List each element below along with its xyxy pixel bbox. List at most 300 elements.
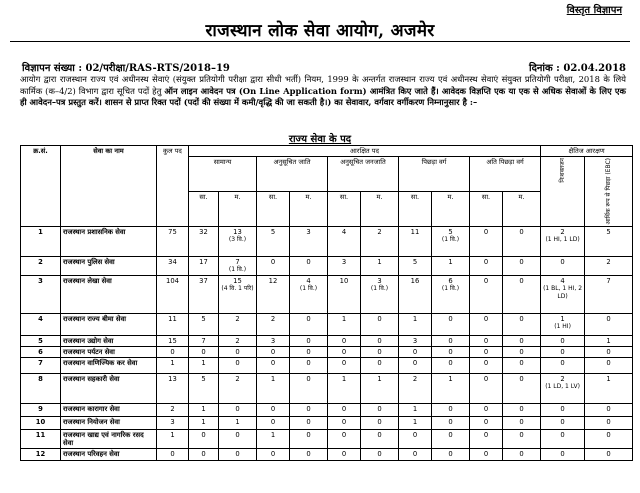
- cell-value: 0: [560, 347, 565, 356]
- cell-st-s: [328, 429, 361, 448]
- cell-value: 12: [35, 449, 46, 458]
- cell-note: (1 BL, 1 HI, 2 LD): [543, 284, 583, 300]
- cell-value: 0: [519, 449, 524, 458]
- cell-value: 2: [270, 314, 276, 323]
- cell-sno: [21, 403, 61, 416]
- table-row: [21, 448, 633, 460]
- cell-value: 2: [560, 374, 565, 383]
- detailed-advertisement-tag: विस्तृत विज्ञापन: [566, 5, 622, 16]
- intro-paragraph: [20, 74, 626, 109]
- cell-ews: [585, 429, 633, 448]
- cell-value: 0: [483, 314, 489, 323]
- cell-value: 0: [483, 336, 489, 345]
- cell-value: 0: [483, 430, 489, 439]
- cell-value: 2: [170, 404, 175, 413]
- cell-value: 0: [606, 314, 611, 323]
- cell-mbc-s: [470, 373, 503, 403]
- cell-value: 104: [166, 276, 179, 285]
- sub-header-ma: म.: [432, 191, 470, 226]
- col-header-service: सेवा का नाम: [61, 146, 157, 227]
- cell-dis: [541, 403, 585, 416]
- cell-value: 1: [270, 374, 276, 383]
- cell-value: 5: [201, 374, 206, 383]
- cell-service: [61, 226, 157, 256]
- cell-value: 3: [412, 336, 418, 345]
- cell-value: 4: [341, 227, 347, 236]
- cell-value: 0: [270, 404, 276, 413]
- cell-value: 6: [38, 347, 43, 356]
- cell-mbc-s: [470, 429, 503, 448]
- cell-service: [61, 373, 157, 403]
- cell-sno: [21, 373, 61, 403]
- cell-sc-m: [290, 313, 328, 335]
- cell-sc-s: [257, 226, 290, 256]
- cell-value: 0: [412, 358, 418, 367]
- cell-value: 0: [306, 417, 311, 426]
- cell-dis: [541, 416, 585, 429]
- cell-value: 0: [519, 257, 524, 266]
- cell-value: 0: [448, 430, 453, 439]
- cell-value: 0: [341, 430, 347, 439]
- cell-sno: [21, 226, 61, 256]
- cell-value: 0: [235, 449, 240, 458]
- cell-st-s: [328, 256, 361, 275]
- cell-value: 7: [235, 257, 240, 266]
- cell-value: 0: [270, 257, 276, 266]
- cell-value: 0: [519, 347, 524, 356]
- cell-total: [157, 256, 189, 275]
- cell-sc-s: [257, 275, 290, 313]
- page-title: राजस्थान लोक सेवा आयोग, अजमेर: [205, 21, 435, 41]
- advertisement-date: दिनांक : 02.04.2018: [528, 63, 626, 74]
- cell-value: 4: [560, 276, 565, 285]
- title-divider: [10, 41, 630, 42]
- cell-value: 0: [170, 347, 175, 356]
- cell-value: राजस्थान कारागार सेवा: [63, 404, 120, 413]
- table-body: [21, 226, 633, 460]
- cell-value: 34: [168, 257, 177, 266]
- cell-value: राजस्थान वाणिज्यिक कर सेवा: [63, 358, 138, 367]
- cell-value: 5: [38, 336, 43, 345]
- cell-value: 0: [341, 417, 347, 426]
- sub-header-sa: सा.: [470, 191, 503, 226]
- cell-value: 0: [201, 347, 206, 356]
- cell-st-m: [361, 357, 399, 373]
- cell-value: 0: [560, 257, 565, 266]
- cell-mbc-m: [503, 226, 541, 256]
- cell-value: 0: [170, 449, 175, 458]
- cell-mbc-m: [503, 335, 541, 346]
- cell-value: 0: [306, 336, 311, 345]
- cell-dis: [541, 335, 585, 346]
- cell-st-s: [328, 373, 361, 403]
- cell-mbc-m: [503, 256, 541, 275]
- cell-total: [157, 346, 189, 357]
- cell-mbc-s: [470, 357, 503, 373]
- cell-obc-m: [432, 403, 470, 416]
- cell-ews: [585, 313, 633, 335]
- cell-value: 0: [235, 404, 240, 413]
- sub-header-ma: म.: [361, 191, 399, 226]
- cell-total: [157, 275, 189, 313]
- cell-sc-m: [290, 403, 328, 416]
- cell-value: 3: [170, 417, 175, 426]
- cell-sno: [21, 256, 61, 275]
- cell-gen-m: [219, 357, 257, 373]
- cell-mbc-m: [503, 416, 541, 429]
- cell-note: (1 HI): [554, 322, 571, 330]
- cell-value: 0: [519, 314, 524, 323]
- cell-gen-m: [219, 275, 257, 313]
- cell-value: 0: [560, 358, 565, 367]
- cell-total: [157, 357, 189, 373]
- col-header-sno: क्र.सं.: [21, 146, 61, 227]
- cell-value: 0: [519, 430, 524, 439]
- cell-service: [61, 357, 157, 373]
- cell-st-m: [361, 275, 399, 313]
- cell-sc-s: [257, 429, 290, 448]
- col-header-sc: अनुसूचित जाति: [257, 157, 328, 192]
- cell-value: 1: [270, 430, 276, 439]
- cell-obc-m: [432, 275, 470, 313]
- cell-value: 0: [448, 336, 453, 345]
- cell-gen-m: [219, 448, 257, 460]
- cell-value: 0: [448, 358, 453, 367]
- cell-value: 7: [38, 358, 43, 367]
- cell-value: 1: [341, 374, 347, 383]
- cell-value: 1: [377, 374, 382, 383]
- cell-st-m: [361, 373, 399, 403]
- cell-ews: [585, 275, 633, 313]
- cell-obc-m: [432, 226, 470, 256]
- cell-dis: [541, 357, 585, 373]
- sub-header-ma: म.: [290, 191, 328, 226]
- cell-sc-m: [290, 357, 328, 373]
- cell-st-s: [328, 226, 361, 256]
- cell-value: 9: [38, 404, 43, 413]
- cell-gen-s: [189, 346, 219, 357]
- cell-note: (1 वि.): [441, 235, 460, 243]
- cell-st-s: [328, 357, 361, 373]
- intro-text-1: आयोग द्वारा राजस्थान राज्य एवं अधीनस्थ सेवाएं (संयुक्त प्रतियोगी परीक्षा द्वारा सीधी भर्ती) नियम, 1999 के अन्तर्गत राजस्थान राज्य एवं अधीनस्थ सेवाएं संयुक्त प्रतियोगी परीक्षा, 2018 के लिये कार्मिक (क–4/2) विभाग द्वारा सूचित पदों हेतु: [20, 74, 626, 96]
- cell-st-m: [361, 403, 399, 416]
- cell-value: 2: [235, 336, 240, 345]
- cell-value: 0: [519, 417, 524, 426]
- cell-value: 37: [199, 276, 208, 285]
- cell-gen-s: [189, 448, 219, 460]
- table-row: [21, 429, 633, 448]
- cell-ews: [585, 226, 633, 256]
- cell-mbc-m: [503, 313, 541, 335]
- cell-value: 1: [412, 404, 418, 413]
- cell-value: 0: [483, 449, 489, 458]
- cell-gen-m: [219, 416, 257, 429]
- cell-sno: [21, 346, 61, 357]
- cell-value: 0: [201, 449, 206, 458]
- cell-value: राजस्थान प्रशासनिक सेवा: [63, 227, 126, 236]
- cell-gen-m: [219, 256, 257, 275]
- cell-value: 0: [519, 404, 524, 413]
- cell-obc-m: [432, 416, 470, 429]
- cell-value: 3: [341, 257, 347, 266]
- cell-sno: [21, 416, 61, 429]
- cell-sc-m: [290, 429, 328, 448]
- cell-value: राजस्थान पुलिस सेवा: [63, 257, 115, 266]
- cell-value: 5: [606, 227, 611, 236]
- cell-value: 1: [170, 358, 175, 367]
- cell-value: 0: [560, 449, 565, 458]
- cell-st-m: [361, 416, 399, 429]
- cell-value: 1: [38, 227, 43, 236]
- cell-mbc-s: [470, 416, 503, 429]
- cell-value: 0: [235, 358, 240, 367]
- cell-value: 7: [606, 276, 611, 285]
- cell-value: 0: [483, 257, 489, 266]
- table-row: [21, 403, 633, 416]
- cell-obc-s: [399, 256, 432, 275]
- cell-note: (3 वि.): [228, 235, 247, 243]
- cell-obc-s: [399, 313, 432, 335]
- cell-value: 8: [38, 374, 43, 383]
- cell-value: 3: [377, 276, 382, 285]
- cell-value: राजस्थान खाद्य एवं नागरिक रसद सेवा: [63, 430, 144, 447]
- section-subtitle: राज्य सेवा के पद: [288, 134, 352, 145]
- cell-value: 32: [199, 227, 208, 236]
- cell-value: 0: [341, 404, 347, 413]
- cell-value: 2: [560, 227, 565, 236]
- cell-sc-s: [257, 313, 290, 335]
- cell-ews: [585, 256, 633, 275]
- cell-total: [157, 313, 189, 335]
- cell-dis: [541, 373, 585, 403]
- cell-value: 0: [483, 404, 489, 413]
- cell-value: 0: [606, 358, 611, 367]
- cell-value: 1: [235, 417, 240, 426]
- cell-service: [61, 313, 157, 335]
- cell-value: 0: [519, 276, 524, 285]
- cell-sc-s: [257, 403, 290, 416]
- cell-mbc-s: [470, 313, 503, 335]
- cell-st-s: [328, 416, 361, 429]
- cell-value: 15: [168, 336, 177, 345]
- cell-value: 1: [341, 314, 347, 323]
- sub-header-sa: सा.: [257, 191, 290, 226]
- cell-value: 0: [560, 417, 565, 426]
- cell-sc-m: [290, 256, 328, 275]
- cell-value: राजस्थान पर्यटन सेवा: [63, 347, 115, 356]
- cell-mbc-m: [503, 357, 541, 373]
- cell-mbc-s: [470, 226, 503, 256]
- cell-value: 1: [606, 336, 611, 345]
- cell-value: 5: [412, 257, 418, 266]
- cell-sno: [21, 357, 61, 373]
- cell-obc-m: [432, 429, 470, 448]
- cell-gen-m: [219, 429, 257, 448]
- cell-st-s: [328, 346, 361, 357]
- table-row: [21, 346, 633, 357]
- cell-value: 10: [35, 417, 46, 426]
- cell-value: 0: [448, 404, 453, 413]
- cell-sc-s: [257, 416, 290, 429]
- cell-value: 0: [483, 276, 489, 285]
- table-row: [21, 313, 633, 335]
- cell-service: [61, 346, 157, 357]
- table-row: [21, 357, 633, 373]
- cell-ews: [585, 346, 633, 357]
- cell-mbc-m: [503, 373, 541, 403]
- cell-value: 3: [38, 276, 43, 285]
- cell-obc-s: [399, 275, 432, 313]
- cell-value: 4: [38, 314, 43, 323]
- cell-st-m: [361, 313, 399, 335]
- cell-obc-m: [432, 335, 470, 346]
- cell-value: 0: [377, 314, 382, 323]
- cell-sc-m: [290, 346, 328, 357]
- cell-value: 3: [306, 227, 311, 236]
- cell-service: [61, 403, 157, 416]
- cell-value: 0: [270, 417, 276, 426]
- cell-st-m: [361, 429, 399, 448]
- cell-value: 5: [201, 314, 206, 323]
- cell-service: [61, 335, 157, 346]
- cell-sc-m: [290, 416, 328, 429]
- cell-sno: [21, 275, 61, 313]
- cell-sc-m: [290, 275, 328, 313]
- cell-gen-m: [219, 403, 257, 416]
- cell-value: 0: [606, 347, 611, 356]
- cell-ews: [585, 416, 633, 429]
- cell-note: (1 वि.): [299, 284, 318, 292]
- cell-value: 0: [560, 430, 565, 439]
- cell-sc-s: [257, 357, 290, 373]
- cell-value: 0: [306, 449, 311, 458]
- cell-value: 0: [306, 347, 311, 356]
- cell-obc-s: [399, 335, 432, 346]
- cell-mbc-m: [503, 275, 541, 313]
- cell-value: 1: [412, 417, 418, 426]
- col-header-reserved: आरक्षित पद: [189, 146, 541, 157]
- cell-gen-s: [189, 275, 219, 313]
- cell-st-s: [328, 275, 361, 313]
- cell-obc-s: [399, 429, 432, 448]
- cell-sc-m: [290, 373, 328, 403]
- cell-value: राजस्थान लेखा सेवा: [63, 276, 112, 285]
- cell-ews: [585, 403, 633, 416]
- cell-value: 2: [412, 374, 418, 383]
- cell-service: [61, 416, 157, 429]
- cell-st-m: [361, 226, 399, 256]
- table-row: [21, 416, 633, 429]
- cell-value: 0: [483, 374, 489, 383]
- cell-value: 1: [201, 404, 206, 413]
- cell-mbc-m: [503, 403, 541, 416]
- cell-dis: [541, 275, 585, 313]
- cell-note: (4 वि. 1 परि): [221, 284, 254, 292]
- sub-header-ma: म.: [503, 191, 541, 226]
- cell-dis: [541, 256, 585, 275]
- cell-value: 0: [201, 430, 206, 439]
- cell-dis: [541, 313, 585, 335]
- cell-dis: [541, 429, 585, 448]
- col-header-st: अनुसूचित जनजाति: [328, 157, 399, 192]
- cell-service: [61, 429, 157, 448]
- cell-value: 0: [519, 374, 524, 383]
- cell-value: 0: [341, 358, 347, 367]
- cell-value: 5: [270, 227, 276, 236]
- cell-value: 75: [168, 227, 177, 236]
- cell-value: 1: [606, 374, 611, 383]
- cell-value: 3: [270, 336, 276, 345]
- col-header-disabled: निःशक्तजन: [558, 158, 566, 183]
- cell-value: 2: [377, 227, 382, 236]
- cell-value: 0: [270, 358, 276, 367]
- cell-st-s: [328, 335, 361, 346]
- cell-gen-s: [189, 357, 219, 373]
- cell-sc-m: [290, 448, 328, 460]
- cell-gen-s: [189, 429, 219, 448]
- cell-mbc-m: [503, 346, 541, 357]
- cell-st-m: [361, 346, 399, 357]
- cell-value: 0: [483, 347, 489, 356]
- intro-bold-text: ऑन लाइन आवेदन पत्र: [164, 85, 236, 96]
- sub-header-sa: सा.: [328, 191, 361, 226]
- cell-value: 0: [377, 404, 382, 413]
- cell-value: 13: [168, 374, 177, 383]
- cell-value: 0: [270, 449, 276, 458]
- cell-value: 0: [560, 404, 565, 413]
- cell-value: 0: [606, 430, 611, 439]
- cell-obc-m: [432, 357, 470, 373]
- cell-value: 1: [448, 257, 453, 266]
- cell-gen-m: [219, 335, 257, 346]
- cell-obc-s: [399, 448, 432, 460]
- cell-mbc-s: [470, 275, 503, 313]
- cell-value: 16: [410, 276, 420, 285]
- cell-total: [157, 429, 189, 448]
- cell-value: 15: [233, 276, 242, 285]
- cell-value: 1: [201, 358, 206, 367]
- intro-text-2: (On Line Application form) आमंत्रित किए जाते हैं। आवेदक विज्ञप्ति एक या एक से अधिक सेवाओं के लिए एक ही आवेदन–पत्र प्रस्तुत करें। शासन से प्राप्त रिक्त पदों (पदों की संख्या में कमी/वृद्धि की जा सकती है।) का सेवावार, वर्गवार वर्गीकरण निम्नानुसार है :–: [20, 85, 626, 108]
- cell-sno: [21, 429, 61, 448]
- cell-value: 0: [306, 314, 311, 323]
- cell-obc-s: [399, 226, 432, 256]
- cell-dis: [541, 448, 585, 460]
- cell-value: 0: [377, 336, 382, 345]
- cell-value: 1: [448, 374, 453, 383]
- cell-st-s: [328, 448, 361, 460]
- cell-st-s: [328, 403, 361, 416]
- cell-value: 0: [306, 257, 311, 266]
- cell-obc-m: [432, 346, 470, 357]
- cell-st-m: [361, 335, 399, 346]
- cell-obc-m: [432, 313, 470, 335]
- cell-gen-m: [219, 346, 257, 357]
- cell-total: [157, 226, 189, 256]
- cell-value: 11: [410, 227, 420, 236]
- cell-gen-m: [219, 373, 257, 403]
- table-row: [21, 335, 633, 346]
- cell-value: 12: [268, 276, 278, 285]
- cell-sno: [21, 335, 61, 346]
- cell-value: 0: [270, 347, 276, 356]
- cell-gen-s: [189, 403, 219, 416]
- cell-value: 13: [233, 227, 242, 236]
- advertisement-number: विज्ञापन संख्या : 02/परीक्षा/RAS-RTS/2018–19: [22, 63, 230, 74]
- table-row: [21, 226, 633, 256]
- cell-total: [157, 373, 189, 403]
- vacancy-table: [20, 145, 633, 461]
- cell-value: 1: [170, 430, 175, 439]
